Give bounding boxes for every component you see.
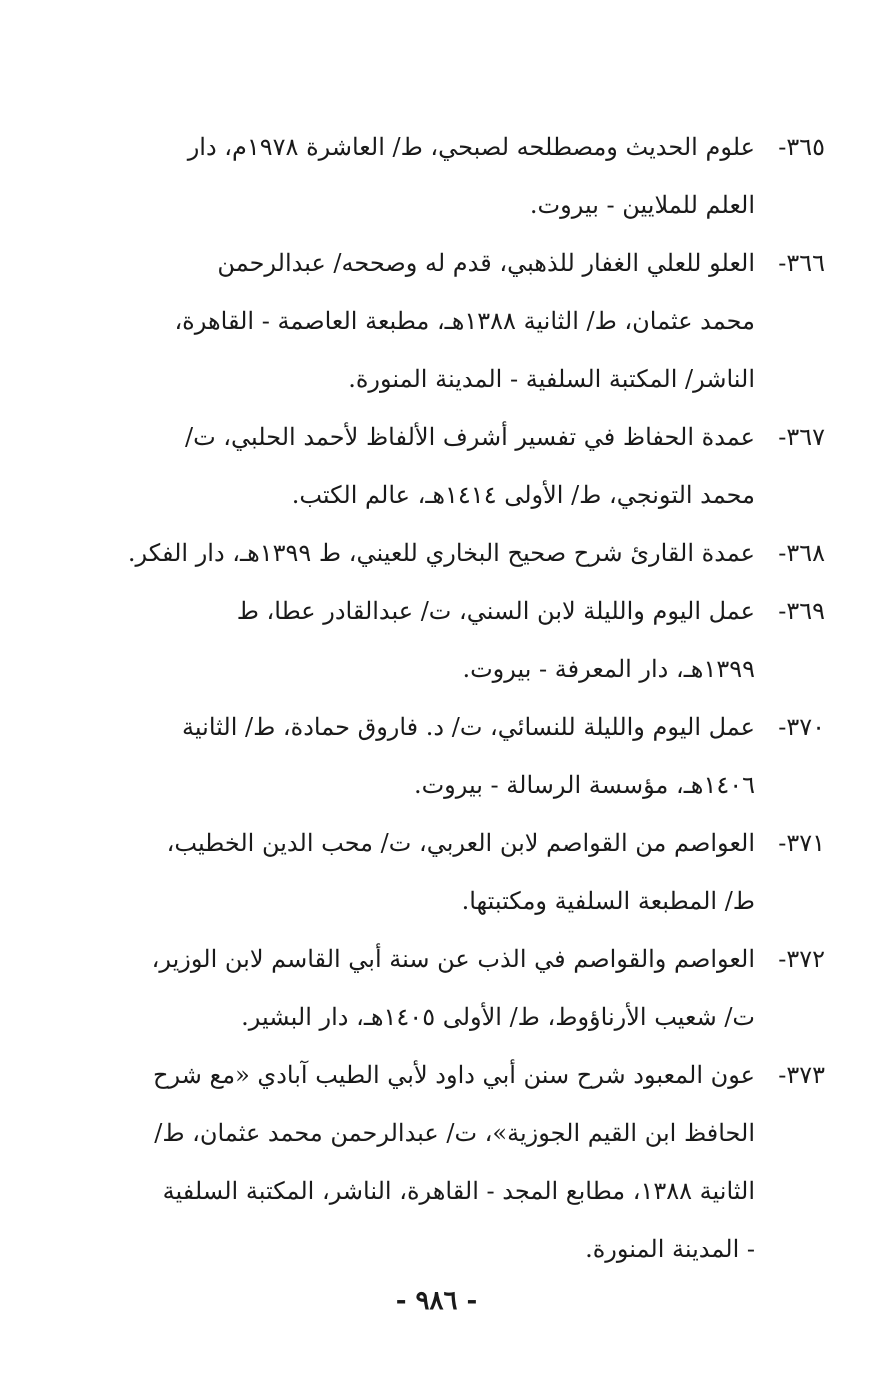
bibliography-entry-368 [55,524,825,582]
entry-line: ١٣٩٩هـ، دار المعرفة - بيروت. [462,655,755,683]
entry-line: محمد عثمان، ط/ الثانية ١٣٨٨هـ، مطبعة العاصمة - القاهرة، [174,307,755,335]
entry-line: - المدينة المنورة. [585,1235,755,1263]
entry-line: عمدة القارئ شرح صحيح البخاري للعيني، ط ١٣٩٩هـ، دار الفكر. [127,539,755,567]
entry-number: ٣٦٧- [778,423,825,451]
entry-line: الحافظ ابن القيم الجوزية»، ت/ عبدالرحمن محمد عثمان، ط/ [154,1119,755,1147]
bibliography-entry-365 [55,118,825,234]
bibliography-entry-373 [55,1046,825,1278]
entry-number: ٣٧٣- [778,1061,825,1089]
entry-number: ٣٦٥- [778,133,825,161]
entry-line: عمل اليوم والليلة لابن السني، ت/ عبدالقادر عطا، ط [236,597,755,625]
bibliography-entry-372 [55,930,825,1046]
entry-line: الناشر/ المكتبة السلفية - المدينة المنورة. [348,365,755,393]
entry-line: محمد التونجي، ط/ الأولى ١٤١٤هـ، عالم الكتب. [291,481,755,509]
bibliography-entry-367 [55,408,825,524]
entry-number: ٣٧٠- [778,713,825,741]
entry-number: ٣٦٨- [778,539,825,567]
entry-number: ٣٦٦- [778,249,825,277]
entry-line: عمل اليوم والليلة للنسائي، ت/ د. فاروق حمادة، ط/ الثانية [182,713,755,741]
entry-line: ت/ شعيب الأرناؤوط، ط/ الأولى ١٤٠٥هـ، دار البشير. [241,1003,755,1031]
bibliography-entry-371 [55,814,825,930]
entry-line: ط/ المطبعة السلفية ومكتبتها. [461,887,755,915]
entry-line: العلو للعلي الغفار للذهبي، قدم له وصححه/ عبدالرحمن [217,249,755,277]
entry-line: العواصم من القواصم لابن العربي، ت/ محب الدين الخطيب، [166,829,755,857]
bibliography-entry-369 [55,582,825,698]
entry-line: عمدة الحفاظ في تفسير أشرف الألفاظ لأحمد الحلبي، ت/ [184,423,755,451]
entry-line: علوم الحديث ومصطلحه لصبحي، ط/ العاشرة ١٩٧٨م، دار [187,133,755,161]
entry-line: الثانية ١٣٨٨، مطابع المجد - القاهرة، الناشر، المكتبة السلفية [162,1177,755,1205]
entry-number: ٣٧١- [778,829,825,857]
bibliography-entry-370 [55,698,825,814]
entry-number: ٣٦٩- [778,597,825,625]
entry-line: العواصم والقواصم في الذب عن سنة أبي القاسم لابن الوزير، [151,945,755,973]
entry-number: ٣٧٢- [778,945,825,973]
page-number: - ٩٨٦ - [395,1286,478,1316]
entry-line: عون المعبود شرح سنن أبي داود لأبي الطيب آبادي «مع شرح [153,1061,755,1089]
entry-line: ١٤٠٦هـ، مؤسسة الرسالة - بيروت. [413,771,755,799]
entry-line: العلم للملايين - بيروت. [529,191,755,219]
bibliography-list [55,118,825,1278]
bibliography-entry-366 [55,234,825,408]
